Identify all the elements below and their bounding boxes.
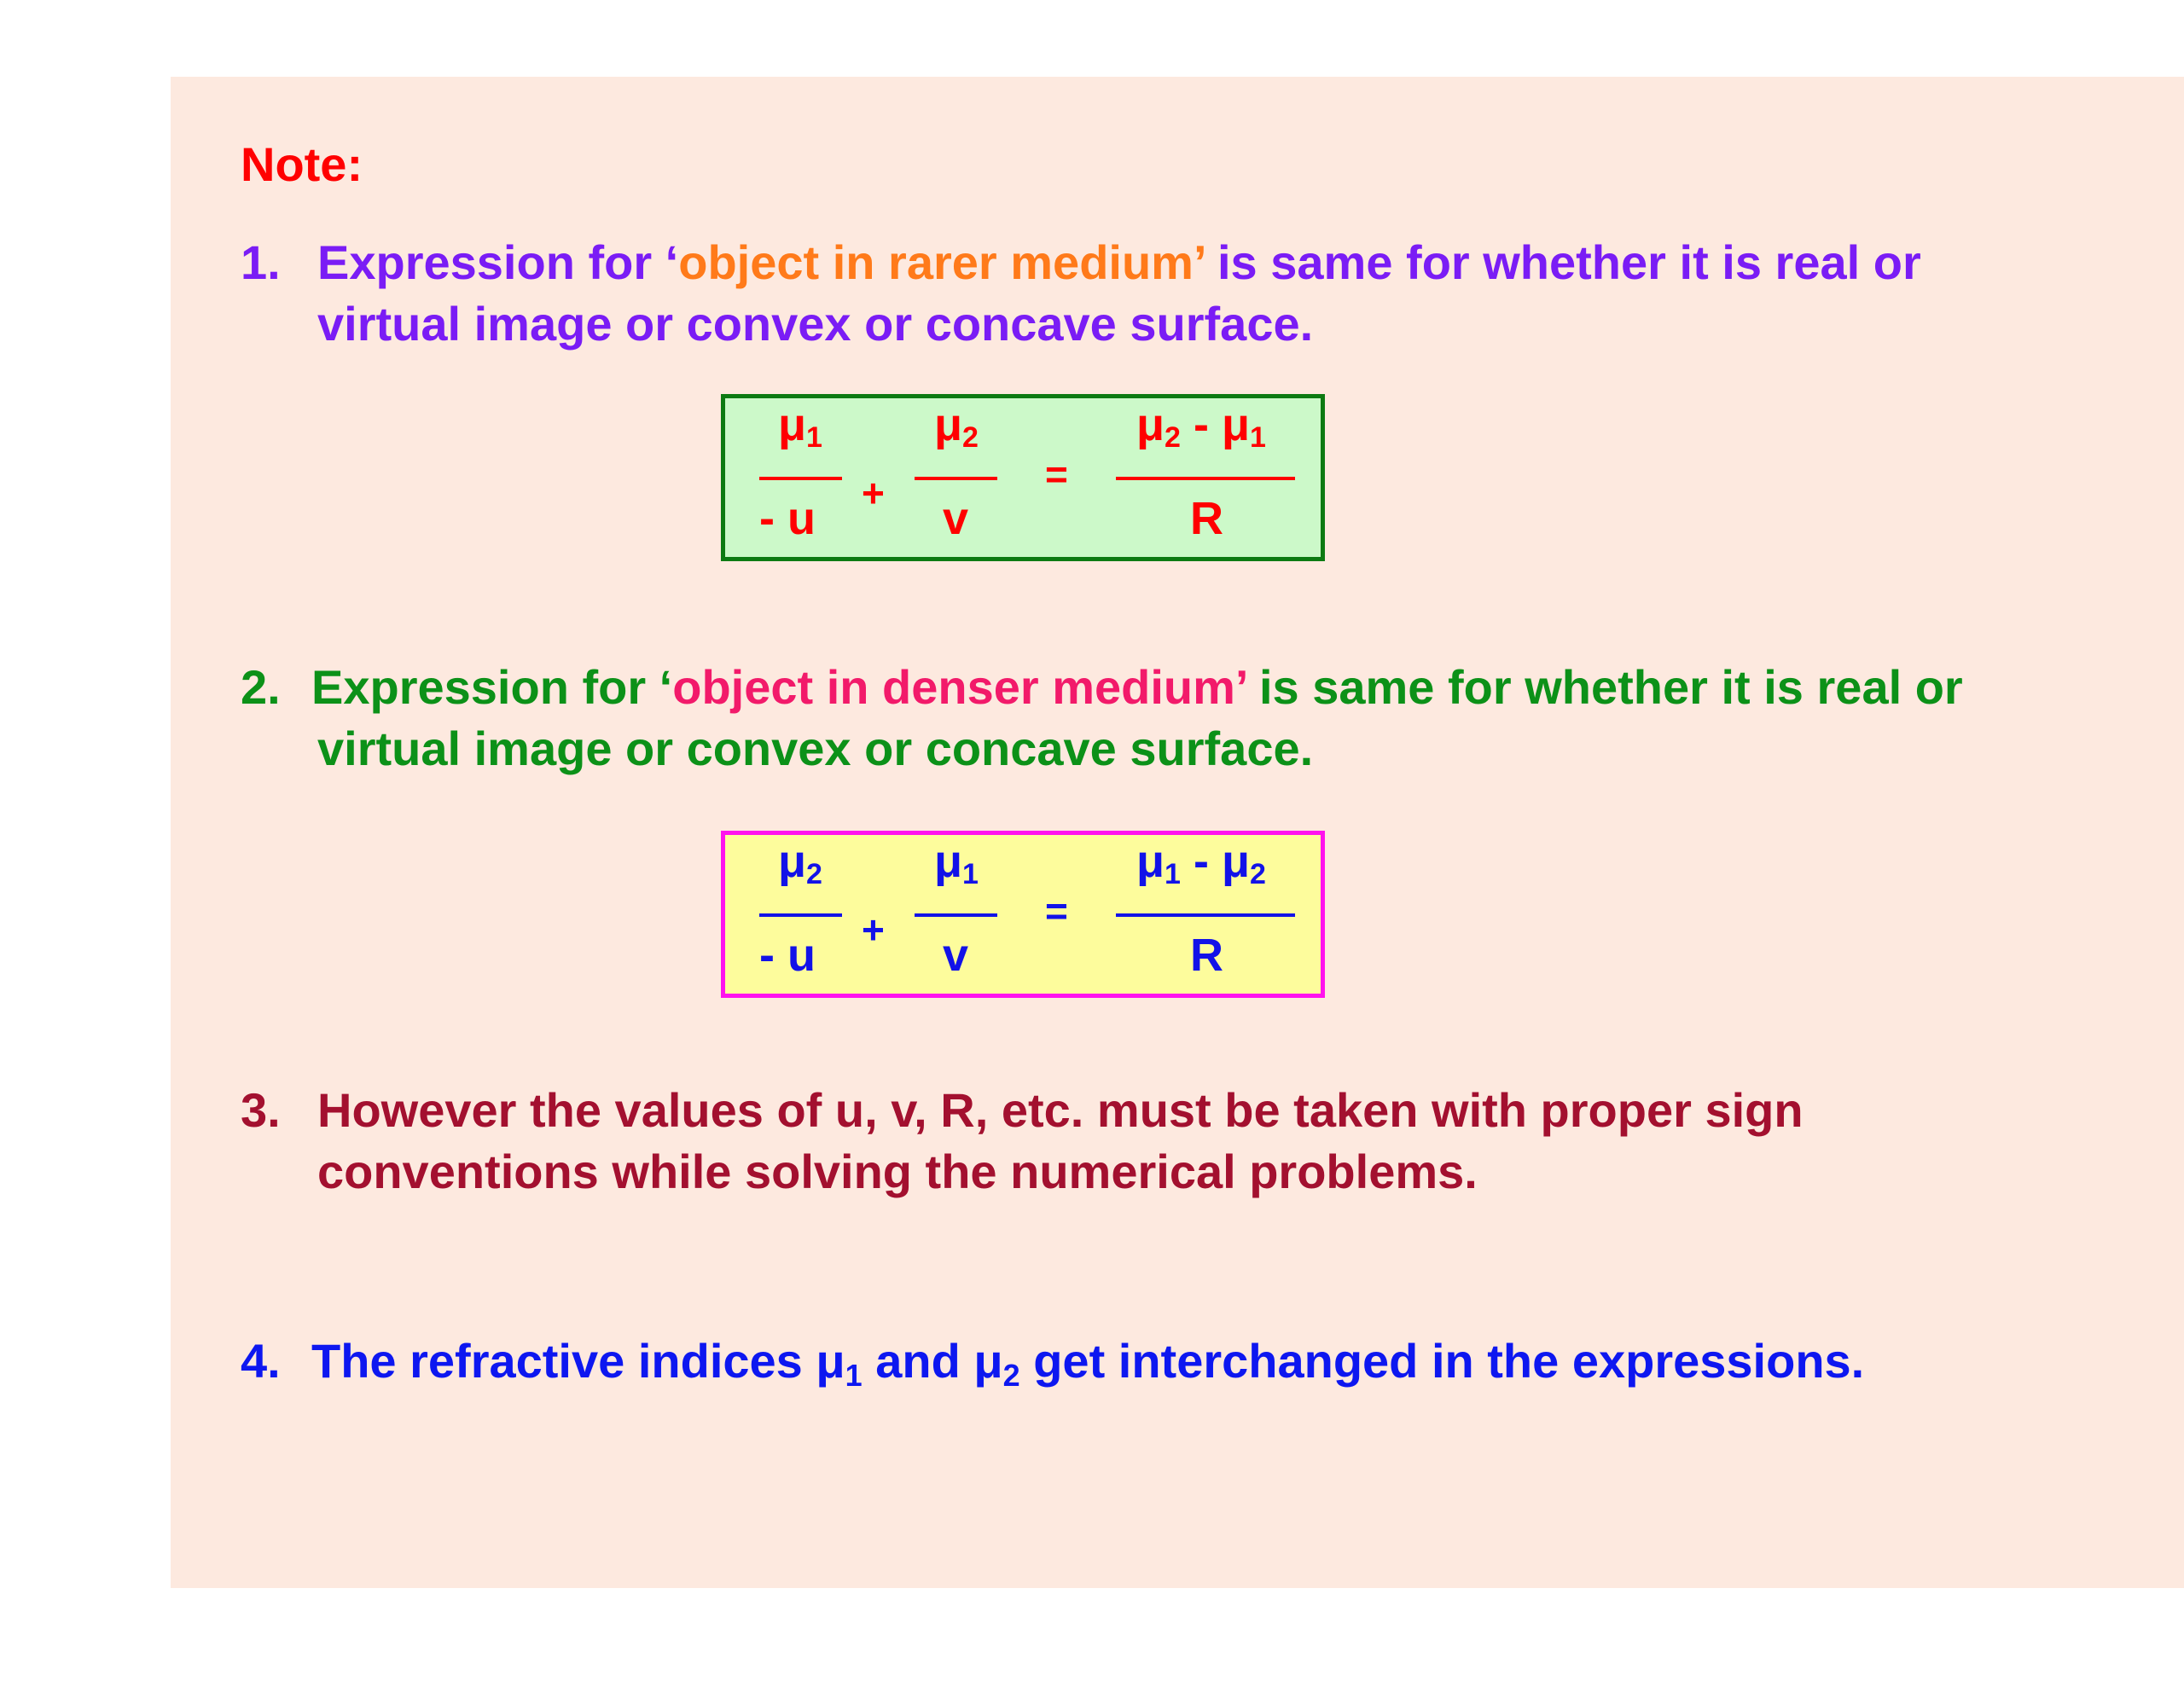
equals-sign: = [1045,452,1068,496]
item-line-1 [317,232,1921,293]
item-text [317,1080,1804,1203]
text-segment: The refractive indices [311,1334,816,1388]
text-segment: is same for whether it is real or [1204,235,1921,289]
mu-symbol: μ [973,1334,1003,1388]
item-line-2: virtual image or convex or concave surface. [317,297,1314,351]
numerator-2: $\mu_2$ [934,399,979,454]
equation-box-denser [721,831,1325,998]
text-segment: get interchanged in the expressions. [1019,1334,1865,1388]
text-segment: is same for whether it is real or [1246,660,1963,714]
subscript: 1 [845,1358,863,1393]
item-line-1: However the values of u, v, R, etc. must be taken with proper sign [317,1083,1804,1137]
denominator-3: R [1190,493,1223,544]
item-text [311,1330,1864,1392]
denominator-1: - u [759,493,816,544]
fraction-bar [1116,477,1295,480]
item-line-1 [311,657,1963,718]
equals-sign: = [1045,889,1068,933]
numerator-3: $\mu_2 - \mu_1$ [1136,399,1266,454]
plus-sign: + [862,471,885,515]
numerator-1: $\mu_2$ [778,836,822,890]
text-segment: and [862,1334,974,1388]
highlight-text: object in rarer medium’ [678,235,1205,289]
highlight-text: object in denser medium’ [672,660,1246,714]
numerator-2: $\mu_1$ [934,836,979,890]
subscript: 2 [1002,1358,1020,1393]
item-number: 3. [241,1083,281,1137]
fraction-bar [915,913,997,917]
fraction-bar [759,913,842,917]
fraction-bar [759,477,842,480]
denominator-2: v [943,493,969,544]
item-text [311,657,1963,780]
text-segment: Expression for ‘ [317,235,679,289]
numerator-3: $\mu_1 - \mu_2$ [1136,836,1266,890]
fraction-bar [1116,913,1295,917]
item-line-2: conventions while solving the numerical problems. [317,1145,1478,1198]
text-segment: Expression for ‘ [311,660,673,714]
plus-sign: + [862,907,885,952]
item-number: 4. [241,1334,281,1388]
denominator-2: v [943,930,969,981]
denominator-1: - u [759,930,816,981]
numerator-1: $\mu_1$ [778,399,822,454]
item-text [317,232,1921,355]
slide-panel [171,77,2184,1588]
item-number: 2. [241,660,281,714]
equation-box-rarer [721,394,1325,561]
mu-symbol: μ [816,1334,845,1388]
fraction-bar [915,477,997,480]
item-line-2: virtual image or convex or concave surface. [317,722,1314,775]
note-heading: Note: [241,137,363,191]
denominator-3: R [1190,930,1223,981]
item-number: 1. [241,235,281,289]
